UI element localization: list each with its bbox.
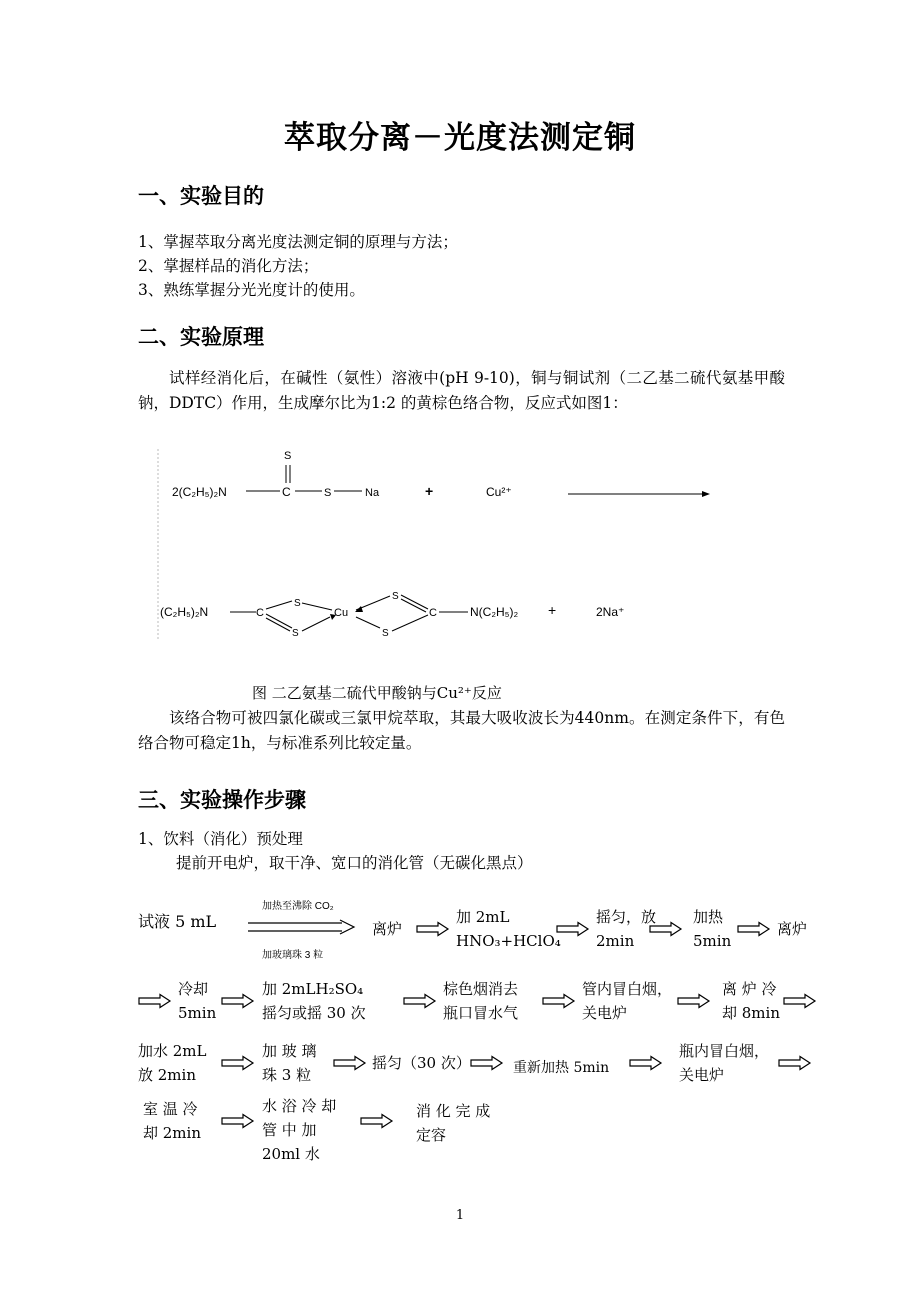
flow-step: 加 2mLH₂SO₄ [262, 980, 364, 998]
plus-sign: + [425, 483, 434, 499]
flow-step: 重新加热 5min [513, 1060, 610, 1076]
flow-sample: 试液 5 mL [138, 912, 217, 931]
reaction-arrow-head [702, 491, 710, 497]
flow-step: 关电炉 [582, 1004, 628, 1022]
section-heading-purpose: 一、实验目的 [138, 184, 264, 208]
flow-step: 却 2min [143, 1124, 201, 1142]
atom-na: Na [365, 487, 380, 499]
principle-paragraph: 试样经消化后，在碱性（氨性）溶液中(pH 9-10)，铜与铜试剂（二乙基二硫代氨基甲酸钠，DDTC）作用，生成摩尔比为1:2 的黄棕色络合物，反应式如图1： [138, 369, 785, 412]
reaction-scheme [150, 445, 770, 645]
double-arrow-icon [470, 1055, 504, 1071]
page-number: 1 [455, 1208, 465, 1223]
flow-step: 管 中 加 [262, 1121, 317, 1139]
atom-s: S [392, 591, 399, 602]
atom-c: C [429, 607, 437, 619]
na-ion: 2Na⁺ [596, 605, 625, 619]
flow-step: 室 温 冷 [143, 1100, 198, 1118]
list-item: 3、熟练掌握分光光度计的使用。 [138, 281, 365, 299]
list-item: 1、掌握萃取分离光度法测定铜的原理与方法； [138, 233, 458, 251]
flow-arrow-label-top: 加热至沸除 CO₂ [262, 901, 334, 912]
double-arrow-icon [542, 993, 576, 1009]
double-arrow-icon [333, 1055, 367, 1071]
section-heading-procedure: 三、实验操作步骤 [138, 788, 306, 812]
flow-step: 瓶口冒水气 [443, 1004, 519, 1022]
flow-step: 放 2min [138, 1066, 196, 1084]
principle-paragraph-2: 该络合物可被四氯化碳或三氯甲烷萃取，其最大吸收波长为440nm。在测定条件下，有色络合物可稳定1h，与标准系列比较定量。 [138, 709, 785, 752]
atom-c: C [282, 485, 291, 499]
atom-s: S [382, 628, 389, 639]
plus-sign: + [548, 602, 557, 618]
flow-step: 却 8min [722, 1004, 780, 1022]
flow-step: 离炉 [372, 920, 403, 938]
flow-step: 离炉 [777, 920, 808, 938]
page-title: 萃取分离－光度法测定铜 [284, 120, 636, 156]
flow-step: 冷却 [178, 980, 209, 998]
double-arrow-icon [629, 1055, 663, 1071]
flow-step: 离 炉 冷 [722, 980, 777, 998]
atom-s: S [292, 628, 299, 639]
atom-c: C [256, 607, 264, 619]
flow-step: 消 化 完 成 [416, 1102, 491, 1120]
atom-cu: Cu [334, 607, 349, 619]
step-intro: 提前开电炉，取干净、宽口的消化管（无碳化黑点） [176, 854, 533, 872]
flow-step: 管内冒白烟， [582, 980, 673, 998]
double-arrow-icon [677, 993, 711, 1009]
double-arrow-icon [138, 993, 172, 1009]
bond [266, 601, 292, 609]
flow-step: 加热 [693, 908, 724, 926]
double-arrow-icon [360, 1113, 394, 1129]
flow-step: 瓶内冒白烟， [679, 1042, 770, 1060]
reactant-prefix: 2(C₂H₅)₂N [172, 485, 227, 499]
double-arrow-icon [221, 1113, 255, 1129]
double-arrow-icon [221, 1055, 255, 1071]
flow-step: 加 玻 璃 [262, 1042, 317, 1060]
long-double-arrow [246, 919, 358, 935]
cu2-ion: Cu²⁺ [486, 485, 512, 499]
flow-step: 定容 [416, 1126, 447, 1144]
product-left: (C₂H₅)₂N [160, 605, 209, 619]
flow-step: 摇匀或摇 30 次 [262, 1004, 366, 1022]
flow-step: 加 2mL [456, 908, 510, 926]
bond [266, 614, 292, 628]
flow-arrow-label-bottom: 加玻璃珠 3 粒 [262, 950, 324, 961]
atom-s: S [294, 598, 301, 609]
flow-step: 珠 3 粒 [262, 1066, 312, 1084]
double-arrow-icon [416, 921, 450, 937]
flow-step: HNO₃+HClO₄ [456, 932, 561, 950]
double-arrow-icon [778, 1055, 812, 1071]
list-item: 2、掌握样品的消化方法； [138, 257, 319, 275]
figure-caption: 图 二乙氨基二硫代甲酸钠与Cu²⁺反应 [252, 684, 502, 702]
double-arrow-icon [737, 921, 771, 937]
atom-s: S [324, 487, 332, 499]
double-arrow-icon [783, 993, 817, 1009]
double-arrow-icon [556, 921, 590, 937]
product-right: N(C₂H₅)₂ [470, 605, 519, 619]
flow-step: 5min [693, 932, 732, 950]
double-arrow-icon [649, 921, 683, 937]
flow-step: 20ml 水 [262, 1145, 320, 1163]
step-title: 1、饮料（消化）预处理 [138, 830, 303, 848]
double-arrow-icon [403, 993, 437, 1009]
flow-step: 水 浴 冷 却 [262, 1097, 337, 1115]
flow-step: 5min [178, 1004, 217, 1022]
flow-step: 摇匀（30 次） [372, 1054, 471, 1072]
bond [356, 617, 380, 628]
atom-s: S [284, 450, 292, 462]
bond [392, 615, 428, 631]
double-arrow-icon [221, 993, 255, 1009]
coordination-arrow-head [355, 606, 363, 612]
bond [302, 617, 330, 631]
flow-step: 关电炉 [679, 1066, 725, 1084]
flow-step: 摇匀，放 [596, 908, 657, 926]
bond [401, 595, 428, 609]
section-heading-principle: 二、实验原理 [138, 325, 264, 349]
flow-step: 棕色烟消去 [443, 980, 519, 998]
bond [302, 603, 332, 610]
flow-step: 2min [596, 932, 635, 950]
flow-step: 加水 2mL [138, 1042, 207, 1060]
